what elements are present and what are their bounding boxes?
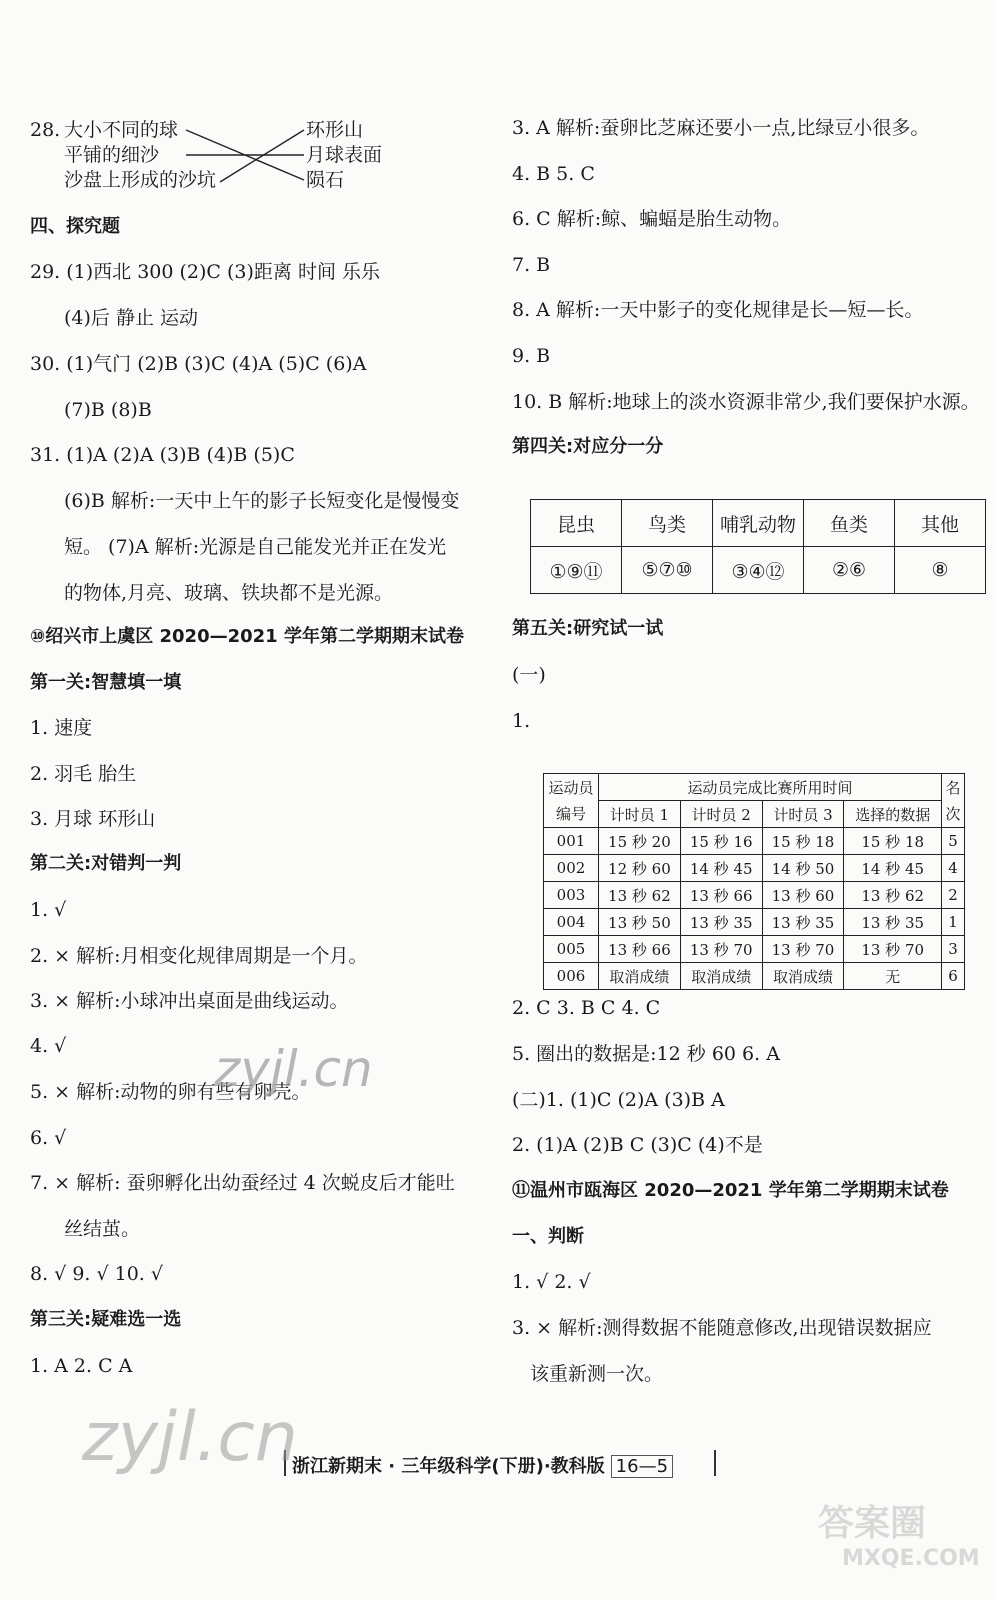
- section-4-title: 第四关:对应分一分: [512, 436, 664, 457]
- judge-2: 2. × 解析:月相变化规律周期是一个月。: [30, 945, 368, 967]
- table-row: [544, 882, 965, 909]
- ans-3: 3. A 解析:蚕卵比芝麻还要小一点,比绿豆小很多。: [512, 117, 930, 139]
- judge-8-10: 8. √ 9. √ 10. √: [30, 1263, 163, 1285]
- cell: 15 秒 18: [762, 828, 844, 855]
- cell: 3: [942, 936, 965, 963]
- th-rank: 名次: [942, 774, 965, 828]
- part-2-line-2: 2. (1)A (2)B C (3)C (4)不是: [512, 1134, 763, 1156]
- ans-9: 9. B: [512, 345, 551, 367]
- cell: 1: [942, 909, 965, 936]
- cell: 取消成绩: [680, 963, 762, 990]
- cell: 13 秒 35: [680, 909, 762, 936]
- watermark-url: MXQE.COM: [842, 1546, 980, 1571]
- th-timer-2: 计时员 2: [680, 801, 762, 828]
- table-row: [544, 828, 965, 855]
- exam-10-title: ⑩绍兴市上虞区 2020—2021 学年第二学期期末试卷: [30, 626, 464, 647]
- cell: 004: [544, 909, 599, 936]
- watermark-logo: 答案圈: [818, 1503, 927, 1544]
- cell: 13 秒 66: [680, 882, 762, 909]
- judge-3-line-2: 该重新测一次。: [530, 1363, 664, 1385]
- cat-header: 鸟类: [622, 500, 713, 547]
- cell: 005: [544, 936, 599, 963]
- q30-line-1: 30. (1)气门 (2)B (3)C (4)A (5)C (6)A: [30, 353, 367, 375]
- ans-7: 7. B: [512, 254, 551, 276]
- judge-7-line-2: 丝结茧。: [64, 1218, 141, 1240]
- cell: 4: [942, 855, 965, 882]
- cell: 取消成绩: [762, 963, 844, 990]
- animal-category-table: [530, 499, 986, 594]
- cell: 取消成绩: [599, 963, 681, 990]
- q31-line-4: 的物体,月亮、玻璃、铁块都不是光源。: [64, 582, 394, 604]
- section-5-title: 第五关:研究试一试: [512, 618, 664, 639]
- ans-5-6: 5. 圈出的数据是:12 秒 60 6. A: [512, 1043, 780, 1065]
- cell: 15 秒 20: [599, 828, 681, 855]
- page-number: 16—5: [611, 1455, 673, 1478]
- cell: 6: [942, 963, 965, 990]
- th-timer-1: 计时员 1: [599, 801, 681, 828]
- cell: 13 秒 70: [844, 936, 942, 963]
- cat-header: 哺乳动物: [713, 500, 804, 547]
- q31-line-1: 31. (1)A (2)A (3)B (4)B (5)C: [30, 444, 295, 466]
- cell: 13 秒 62: [599, 882, 681, 909]
- ans-10: 10. B 解析:地球上的淡水资源非常少,我们要保护水源。: [512, 391, 980, 413]
- q28-number: 28.: [30, 119, 61, 141]
- footer-title: 浙江新期末 · 三年级科学(下册)·教科版: [292, 1456, 605, 1477]
- fill-1: 1. 速度: [30, 717, 93, 739]
- th-selected: 选择的数据: [844, 801, 942, 828]
- cell: 13 秒 35: [844, 909, 942, 936]
- judge-1: 1. √: [30, 899, 67, 921]
- part-2-line-1: (二)1. (1)C (2)A (3)B A: [512, 1089, 725, 1111]
- footer: [292, 1452, 673, 1478]
- q29-line-2: (4)后 静止 运动: [64, 307, 198, 329]
- q29-line-1: 29. (1)西北 300 (2)C (3)距离 时间 乐乐: [30, 261, 380, 283]
- part-1-label: (一): [512, 664, 546, 686]
- q28-right-item-2: 月球表面: [306, 144, 383, 166]
- exam-11-title: ⑪温州市瓯海区 2020—2021 学年第二学期期末试卷: [512, 1180, 949, 1201]
- table-row: [544, 936, 965, 963]
- section-1-title: 第一关:智慧填一填: [30, 672, 182, 693]
- cell: 无: [844, 963, 942, 990]
- athlete-time-table: [543, 773, 965, 990]
- cell: 13 秒 66: [599, 936, 681, 963]
- section-2-title: 第二关:对错判一判: [30, 853, 182, 874]
- cat-header: 昆虫: [531, 500, 622, 547]
- cell: 13 秒 50: [599, 909, 681, 936]
- cell: 13 秒 70: [680, 936, 762, 963]
- cat-header: 其他: [895, 500, 986, 547]
- judge-7-line-1: 7. × 解析: 蚕卵孵化出幼蚕经过 4 次蜕皮后才能吐: [30, 1172, 455, 1194]
- cell: 003: [544, 882, 599, 909]
- q28-left-item-1: 大小不同的球: [64, 119, 179, 141]
- part-1-q1: 1.: [512, 710, 531, 732]
- ans-2-4: 2. C 3. B C 4. C: [512, 997, 661, 1019]
- watermark: zyjl.cn: [214, 1040, 373, 1098]
- q28-left-item-3: 沙盘上形成的沙坑: [64, 169, 217, 191]
- section-heading-4: 四、探究题: [30, 216, 120, 237]
- q28-left-item-2: 平铺的细沙: [64, 144, 160, 166]
- cell: 12 秒 60: [599, 855, 681, 882]
- q28-right-item-3: 陨石: [306, 169, 345, 191]
- cell: 13 秒 62: [844, 882, 942, 909]
- cat-value: ②⑥: [804, 547, 895, 594]
- q31-line-3: 短。 (7)A 解析:光源是自己能发光并正在发光: [64, 536, 447, 558]
- cell: 13 秒 60: [762, 882, 844, 909]
- cell: 14 秒 45: [844, 855, 942, 882]
- cat-value: ③④⑫: [713, 547, 804, 594]
- cell: 15 秒 18: [844, 828, 942, 855]
- judge-4: 4. √: [30, 1035, 67, 1057]
- ans-4-5: 4. B 5. C: [512, 163, 595, 185]
- fill-3: 3. 月球 环形山: [30, 808, 156, 830]
- cell: 006: [544, 963, 599, 990]
- cell: 001: [544, 828, 599, 855]
- judge-1-2: 1. √ 2. √: [512, 1271, 591, 1293]
- cat-header: 鱼类: [804, 500, 895, 547]
- cell: 002: [544, 855, 599, 882]
- choice-1-2: 1. A 2. C A: [30, 1355, 133, 1377]
- section-3-title: 第三关:疑难选一选: [30, 1309, 182, 1330]
- th-athlete-id: 运动员编号: [544, 774, 599, 828]
- table-row: [544, 855, 965, 882]
- q31-line-2: (6)B 解析:一天中上午的影子长短变化是慢慢变: [64, 490, 460, 512]
- table-row: [544, 963, 965, 990]
- judge-6: 6. √: [30, 1127, 67, 1149]
- section-judge-title: 一、判断: [512, 1226, 584, 1247]
- watermark: zyjl.cn: [82, 1398, 298, 1477]
- ans-6: 6. C 解析:鲸、蝙蝠是胎生动物。: [512, 208, 792, 230]
- th-time-group: 运动员完成比赛所用时间: [599, 774, 942, 801]
- q28-matching-lines: [180, 118, 310, 198]
- judge-3: 3. × 解析:小球冲出桌面是曲线运动。: [30, 990, 349, 1012]
- judge-5: 5. × 解析:动物的卵有些有卵壳。: [30, 1081, 311, 1103]
- judge-3-line-1: 3. × 解析:测得数据不能随意修改,出现错误数据应: [512, 1317, 932, 1339]
- cat-value: ⑧: [895, 547, 986, 594]
- cell: 14 秒 50: [762, 855, 844, 882]
- table-row: [544, 909, 965, 936]
- cat-value: ①⑨⑪: [531, 547, 622, 594]
- th-timer-3: 计时员 3: [762, 801, 844, 828]
- cell: 14 秒 45: [680, 855, 762, 882]
- cat-value: ⑤⑦⑩: [622, 547, 713, 594]
- cell: 15 秒 16: [680, 828, 762, 855]
- fill-2: 2. 羽毛 胎生: [30, 763, 137, 785]
- cell: 13 秒 35: [762, 909, 844, 936]
- cell: 13 秒 70: [762, 936, 844, 963]
- cell: 2: [942, 882, 965, 909]
- q28-right-item-1: 环形山: [306, 119, 364, 141]
- ans-8: 8. A 解析:一天中影子的变化规律是长—短—长。: [512, 299, 924, 321]
- q30-line-2: (7)B (8)B: [64, 399, 152, 421]
- cell: 5: [942, 828, 965, 855]
